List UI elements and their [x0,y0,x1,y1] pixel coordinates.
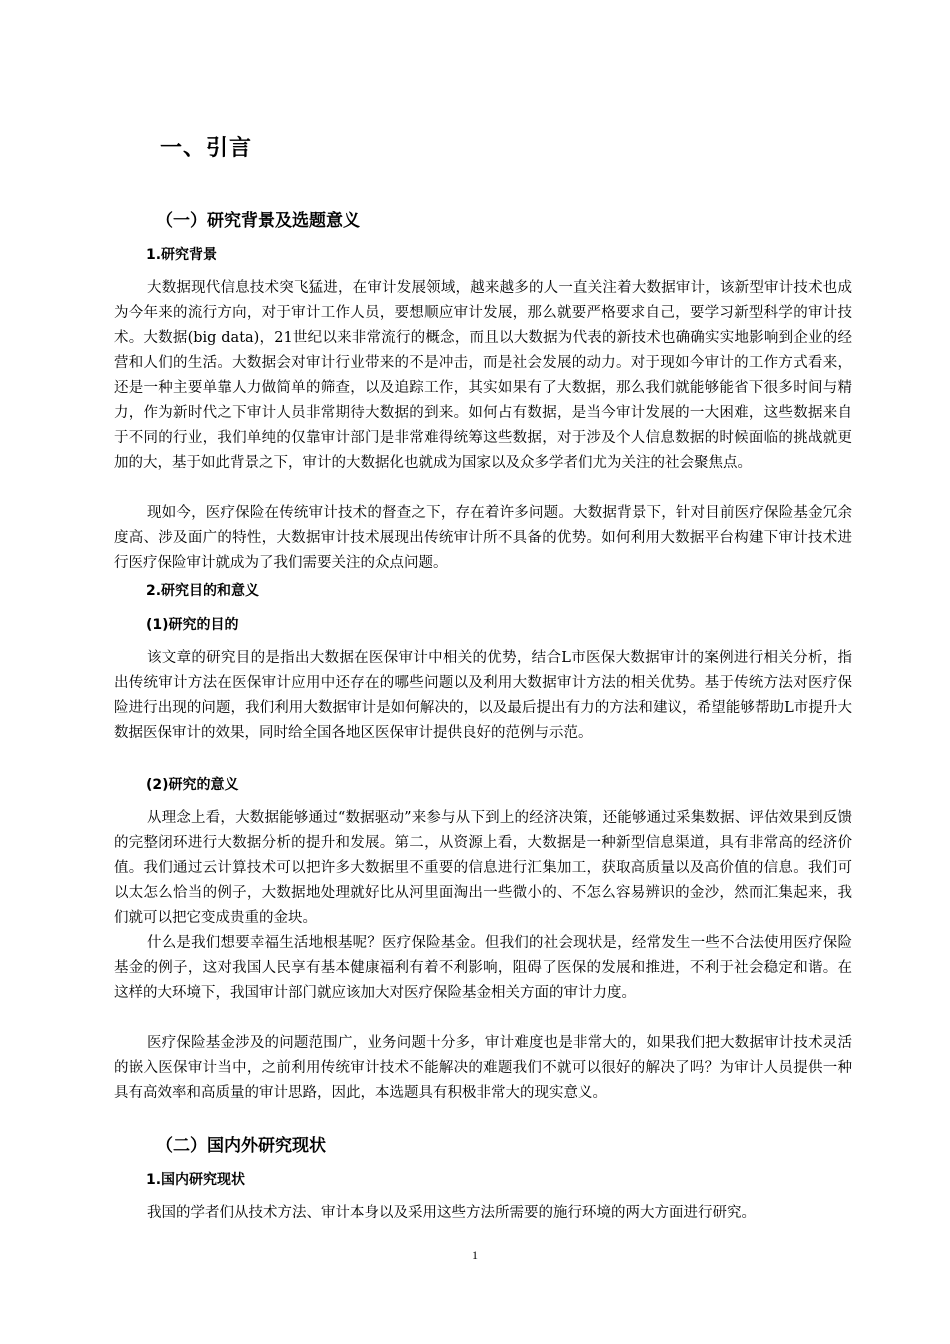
paragraph-domestic-status: 我国的学者们从技术方法、审计本身以及采用这些方法所需要的施行环境的两大方面进行研究。 [147,1205,756,1221]
chapter-title: 一、引言 [160,136,253,161]
subsection-heading-research-background: 1.研究背景 [146,247,218,263]
section-heading-background: （一）研究背景及选题意义 [156,211,360,231]
part-heading-purpose: (1)研究的目的 [146,617,239,633]
paragraph-background-1: 大数据现代信息技术突飞猛进，在审计发展领域，越来越多的人一直关注着大数据审计，该新型审计技术也成为今年来的流行方向，对于审计工作人员，要想顺应审计发展，那么就要严格要求自己，要学习新型科学的审计技术。大数据(big data)，21世纪以来非常流行的概念，而且以大数据为代表的新技术也确确实实地影响到企业的经营和人们的生活。大数据会对审计行业带来的不是冲击，而是社会发展的动力。对于现如今审计的工作方式看来，还是一种主要单靠人力做简单的筛查，以及追踪工作，其实如果有了大数据，那么我们就能够能省下很多时间与精力，作为新时代之下审计人员非常期待大数据的到来。如何占有数据，是当今审计发展的一大困难，这些数据来自于不同的行业，我们单纯的仅靠审计部门是非常难得统筹这些数据，对于涉及个人信息数据的时候面临的挑战就更加的大，基于如此背景之下，审计的大数据化也就成为国家以及众多学者们尤为关注的社会聚焦点。 [114,280,852,471]
subsection-heading-domestic-status: 1.国内研究现状 [146,1172,246,1188]
paragraph-significance-1: 从理念上看，大数据能够通过“数据驱动”来参与从下到上的经济决策，还能够通过采集数据、评估效果到反馈的完整闭环进行大数据分析的提升和发展。第二，从资源上看，大数据是一种新型信息渠道，具有非常高的经济价值。我们通过云计算技术可以把许多大数据里不重要的信息进行汇集加工，获取高质量以及高价值的信息。我们可以太怎么恰当的例子，大数据地处理就好比从河里面淘出一些微小的、不怎么容易辨识的金沙，然而汇集起来，我们就可以把它变成贵重的金块。 [114,810,852,926]
paragraph-significance-3: 医疗保险基金涉及的问题范围广，业务问题十分多，审计难度也是非常大的，如果我们把大数据审计技术灵活的嵌入医保审计当中，之前利用传统审计技术不能解决的难题我们不就可以很好的解决了吗？为审计人员提供一种具有高效率和高质量的审计思路，因此，本选题具有积极非常大的现实意义。 [114,1035,852,1101]
page-number: 1 [472,1248,478,1262]
paragraph-significance-2: 什么是我们想要幸福生活地根基呢？医疗保险基金。但我们的社会现状是，经常发生一些不合法使用医疗保险基金的例子，这对我国人民享有基本健康福利有着不利影响，阻碍了医保的发展和推进，不利于社会稳定和谐。在这样的大环境下，我国审计部门就应该加大对医疗保险基金相关方面的审计力度。 [114,935,852,1001]
paragraph-background-2: 现如今，医疗保险在传统审计技术的督查之下，存在着许多问题。大数据背景下，针对目前医疗保险基金冗余度高、涉及面广的特性，大数据审计技术展现出传统审计所不具备的优势。如何利用大数据平台构建下审计技术进行医疗保险审计就成为了我们需要关注的众点问题。 [114,505,852,571]
section-heading-research-status: （二）国内外研究现状 [156,1136,326,1156]
paragraph-purpose: 该文章的研究目的是指出大数据在医保审计中相关的优势，结合L市医保大数据审计的案例进行相关分析，指出传统审计方法在医保审计应用中还存在的哪些问题以及利用大数据审计方法的相关优势。基于传统方法对医疗保险进行出现的问题，我们利用大数据审计是如何解决的，以及最后提出有力的方法和建议，希望能够帮助L市提升大数据医保审计的效果，同时给全国各地区医保审计提供良好的范例与示范。 [114,650,852,741]
part-heading-significance: (2)研究的意义 [146,777,239,793]
subsection-heading-purpose-significance: 2.研究目的和意义 [146,583,260,599]
